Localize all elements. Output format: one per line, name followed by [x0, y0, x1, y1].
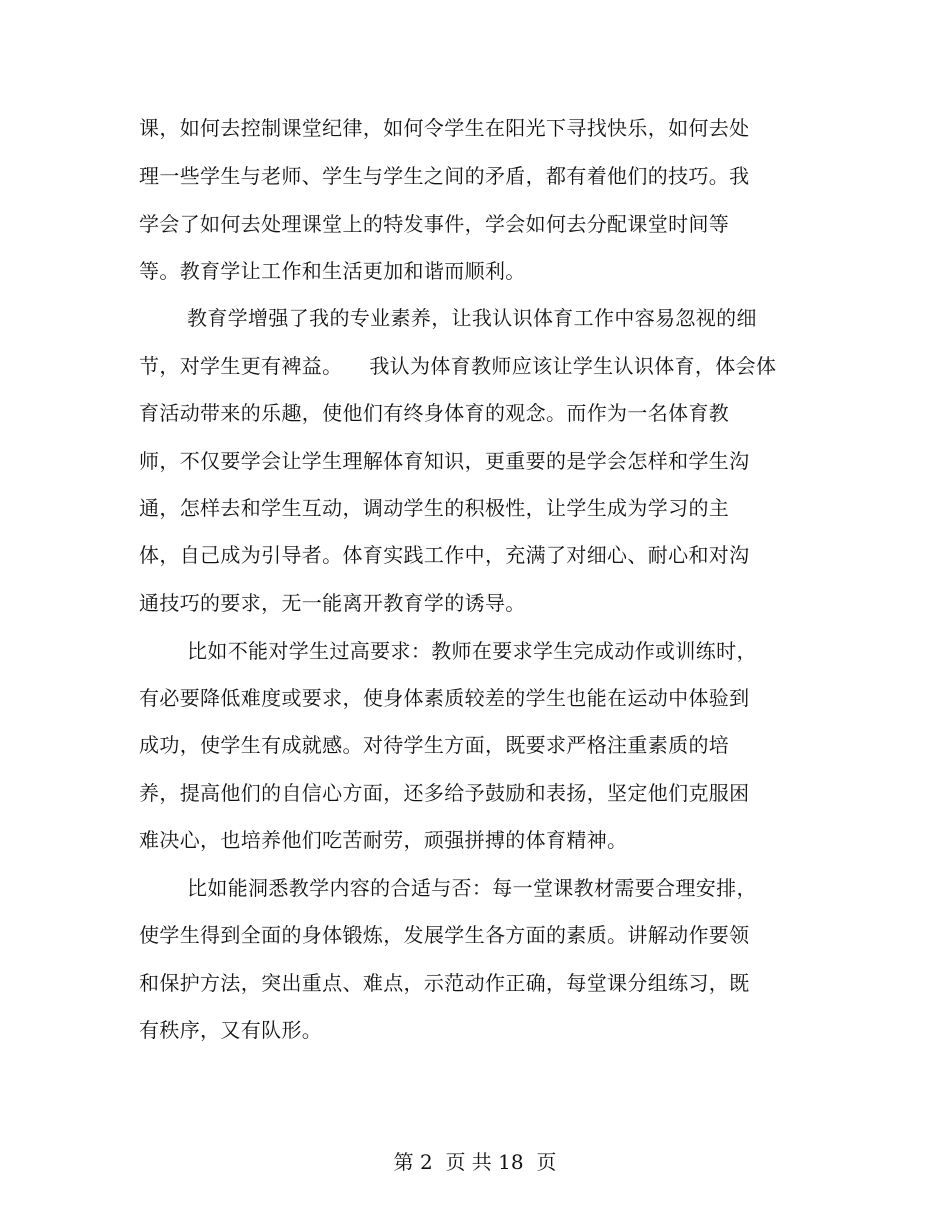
text-line: 师，不仅要学会让学生理解体育知识，更重要的是学会怎样和学生沟	[139, 449, 750, 473]
page-number-footer	[0, 1150, 950, 1174]
page-number-label: 第 2 页 共 18 页	[393, 1150, 557, 1174]
text-line: 有必要降低难度或要求，使身体素质较差的学生也能在运动中体验到	[139, 686, 750, 710]
paragraph-first-line: 比如不能对学生过高要求：教师在要求学生完成动作或训练时，	[187, 639, 757, 663]
text-line: 等。教育学让工作和生活更加和谐而顺利。	[139, 259, 526, 283]
paragraph-first-line: 教育学增强了我的专业素养，让我认识体育工作中容易忽视的细	[187, 306, 757, 330]
text-line: 育活动带来的乐趣，使他们有终身体育的观念。而作为一名体育教	[139, 401, 730, 425]
text-line: 理一些学生与老师、学生与学生之间的矛盾，都有着他们的技巧。我	[139, 164, 750, 188]
text-line: 学会了如何去处理课堂上的特发事件，学会如何去分配课堂时间等	[139, 212, 730, 236]
text-line: 使学生得到全面的身体锻炼，发展学生各方面的素质。讲解动作要领	[139, 923, 750, 947]
text-line: 节，对学生更有裨益。 我认为体育教师应该让学生认识体育，体会体	[139, 354, 777, 378]
text-line: 通技巧的要求，无一能离开教育学的诱导。	[139, 591, 526, 615]
text-line: 课，如何去控制课堂纪律，如何令学生在阳光下寻找快乐，如何去处	[139, 116, 750, 140]
text-line: 难决心，也培养他们吃苦耐劳，顽强拼搏的体育精神。	[139, 828, 628, 852]
text-line: 通，怎样去和学生互动，调动学生的积极性，让学生成为学习的主	[139, 496, 730, 520]
text-line: 体，自己成为引导者。体育实践工作中，充满了对细心、耐心和对沟	[139, 543, 750, 567]
paragraph-first-line: 比如能洞悉教学内容的合适与否：每一堂课教材需要合理安排，	[187, 876, 757, 900]
text-line: 有秩序，又有队形。	[139, 1018, 323, 1042]
text-line: 养，提高他们的自信心方面，还多给予鼓励和表扬，坚定他们克服困	[139, 781, 750, 805]
text-line: 成功，使学生有成就感。对待学生方面，既要求严格注重素质的培	[139, 733, 730, 757]
text-line: 和保护方法，突出重点、难点，示范动作正确，每堂课分组练习，既	[139, 971, 750, 995]
